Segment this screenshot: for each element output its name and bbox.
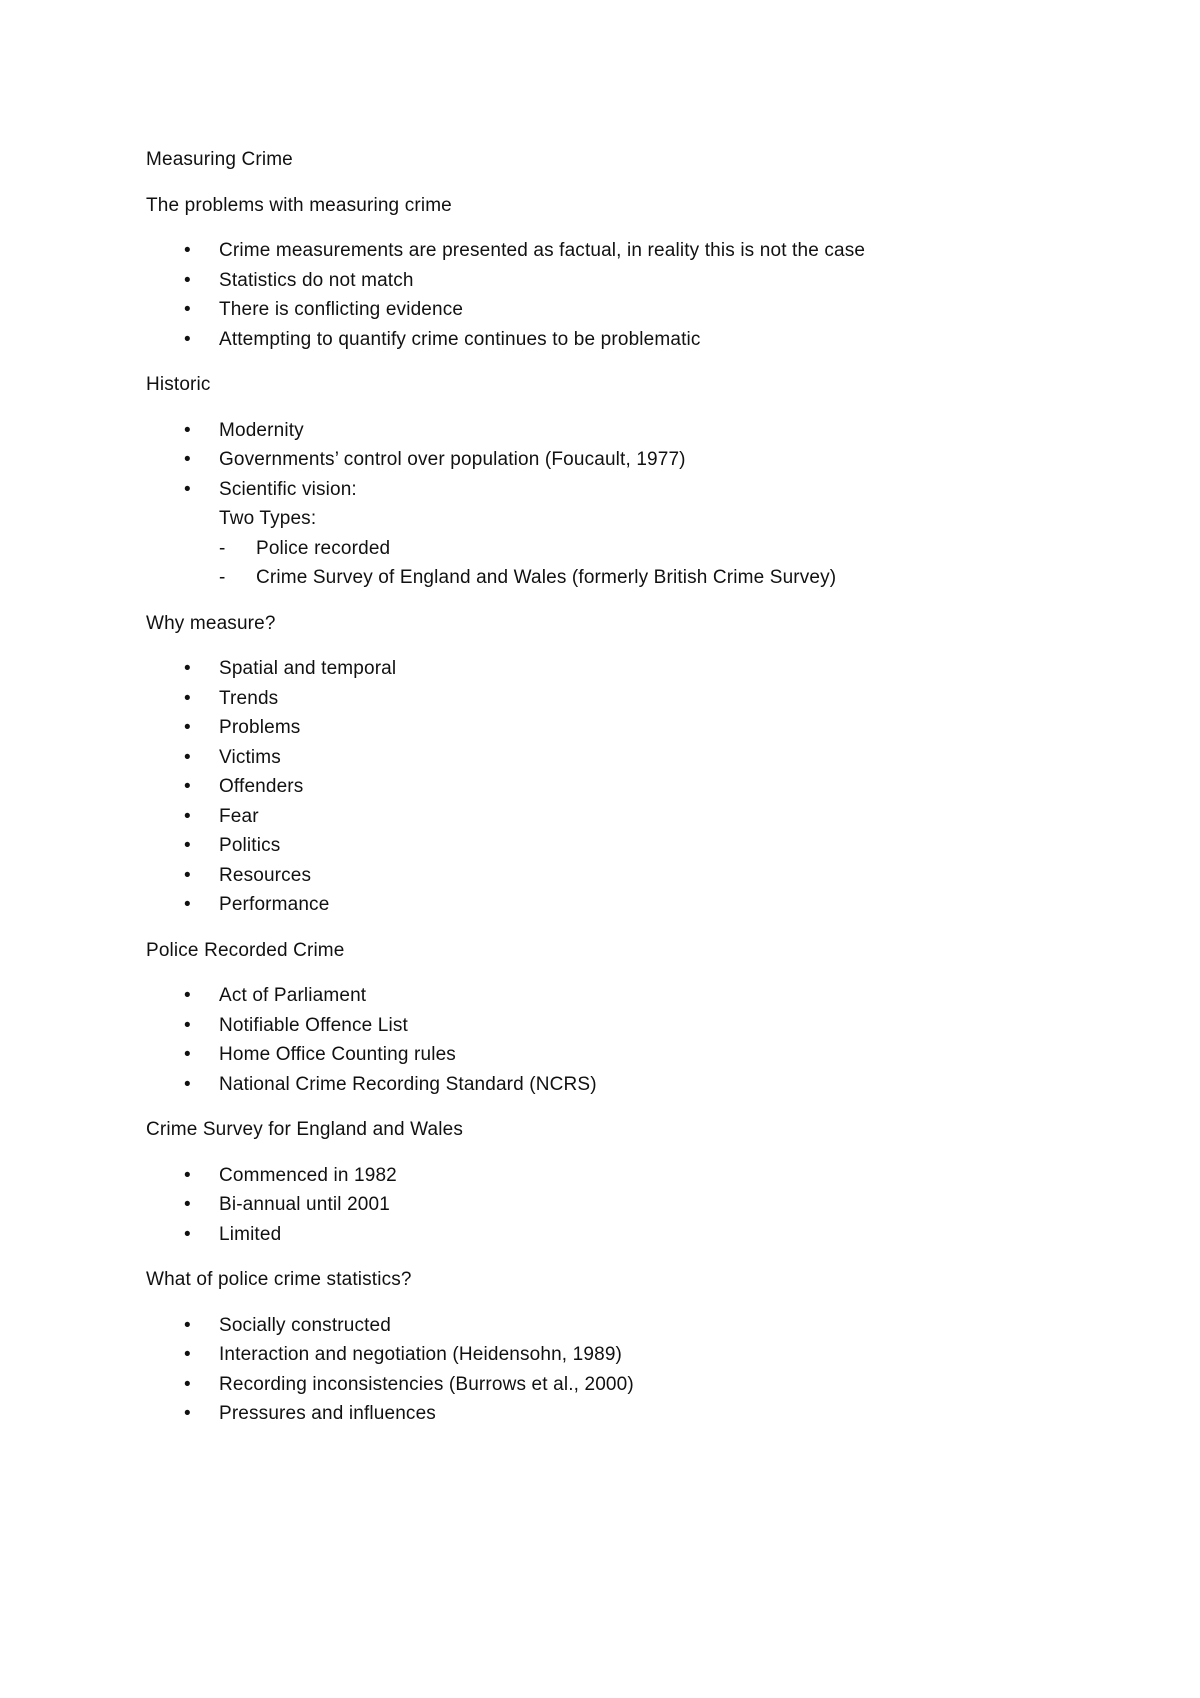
section-heading: Crime Survey for England and Wales: [146, 1119, 463, 1140]
list-item: • Offenders: [146, 772, 1076, 802]
list-item: • Bi-annual until 2001: [146, 1190, 1076, 1220]
list-item: • Pressures and influences: [146, 1399, 1076, 1429]
bullet-list: [146, 416, 1076, 593]
section-heading: Why measure?: [146, 612, 276, 634]
bullet-list: [146, 1161, 1076, 1250]
list-item: • Socially constructed: [146, 1311, 1076, 1341]
bullet-list: [146, 1311, 1076, 1429]
list-item-scientific-vision: [146, 475, 1076, 593]
bullet-list: [146, 236, 1076, 354]
list-item: • Governments’ control over population (Foucault, 1977): [146, 445, 1076, 475]
list-item: • Politics: [146, 831, 1076, 861]
section-heading: Police Recorded Crime: [146, 939, 345, 961]
list-item: • Spatial and temporal: [146, 654, 1076, 684]
list-item: • National Crime Recording Standard (NCRS): [146, 1070, 1076, 1100]
list-item: • There is conflicting evidence: [146, 295, 1076, 325]
list-item: • Home Office Counting rules: [146, 1040, 1076, 1070]
list-item: • Attempting to quantify crime continues to be problematic: [146, 325, 1076, 355]
list-item: • Modernity: [146, 416, 1076, 446]
dash-list: [219, 534, 1076, 593]
list-item-text: • Scientific vision:: [219, 478, 357, 500]
list-item: • Victims: [146, 743, 1076, 773]
bullet-list: [146, 654, 1076, 920]
section-heading: The problems with measuring crime: [146, 194, 452, 216]
list-item: • Statistics do not match: [146, 266, 1076, 296]
dash-item: - Crime Survey of England and Wales (formerly British Crime Survey): [219, 563, 1076, 593]
document-title: Measuring Crime: [146, 149, 293, 170]
section-heading: What of police crime statistics?: [146, 1269, 412, 1290]
list-item: • Problems: [146, 713, 1076, 743]
list-item: • Resources: [146, 861, 1076, 891]
list-item: • Performance: [146, 890, 1076, 920]
dash-item: - Police recorded: [219, 534, 1076, 564]
list-item: • Interaction and negotiation (Heidensohn, 1989): [146, 1340, 1076, 1370]
list-item: • Act of Parliament: [146, 981, 1076, 1011]
list-item: • Notifiable Offence List: [146, 1011, 1076, 1041]
document-content: [146, 145, 1076, 1445]
list-item: • Recording inconsistencies (Burrows et al., 2000): [146, 1370, 1076, 1400]
list-item: • Trends: [146, 684, 1076, 714]
list-item: • Crime measurements are presented as factual, in reality this is not the case: [146, 236, 1076, 266]
list-item: • Fear: [146, 802, 1076, 832]
list-item: • Commenced in 1982: [146, 1161, 1076, 1191]
sub-list-label: Two Types:: [219, 508, 317, 529]
section-heading: Historic: [146, 374, 211, 395]
bullet-list: [146, 981, 1076, 1099]
list-item: • Limited: [146, 1220, 1076, 1250]
